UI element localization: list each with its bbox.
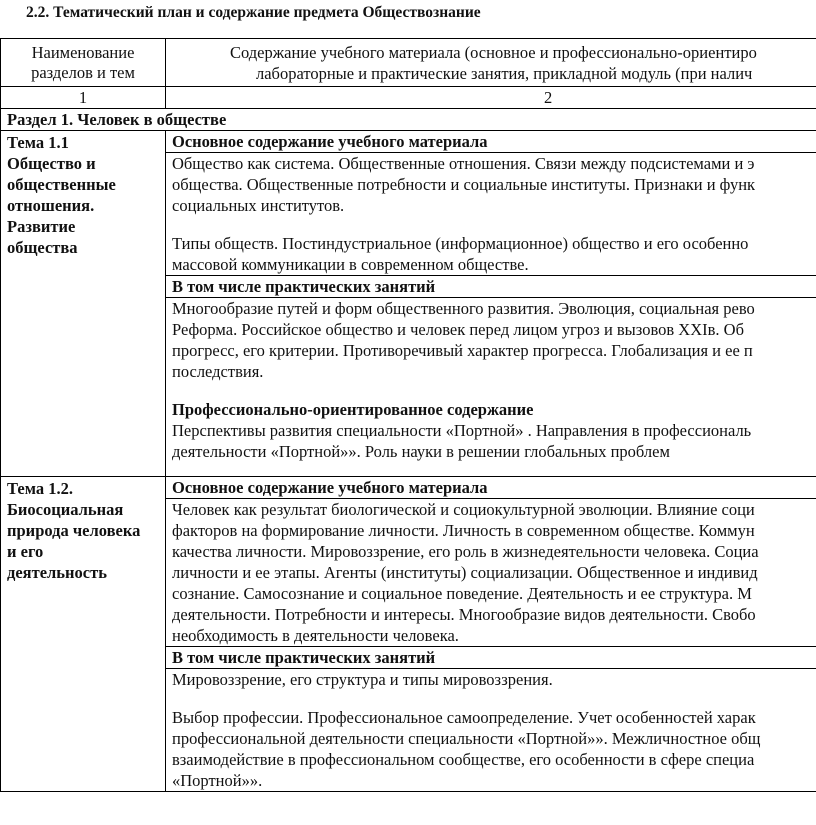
practice-content (166, 669, 816, 792)
header-col2-line: лабораторные и практические занятия, прикладной модуль (при налич (256, 64, 753, 83)
topic-name-line: Развитие (7, 217, 76, 236)
content-line: последствия. (172, 362, 264, 381)
topic-name-line: Тема 1.1 (7, 133, 69, 152)
main-content-label: Основное содержание учебного материала (166, 477, 816, 499)
content-line: Многообразие путей и форм общественного развития. Эволюция, социальная рево (172, 299, 755, 318)
content-line: Выбор профессии. Профессиональное самоопределение. Учет особенностей харак (172, 708, 756, 727)
main-content (166, 499, 816, 647)
column-number: 2 (166, 87, 816, 109)
page-title: 2.2. Тематический план и содержание предмета Обществознание (26, 4, 481, 21)
thematic-plan-table (0, 38, 816, 825)
content-line: прогресс, его критерии. Противоречивый характер прогресса. Глобализация и ее п (172, 341, 753, 360)
main-content-label: Основное содержание учебного материала (166, 131, 816, 153)
column-number-row (1, 87, 816, 109)
content-line: Человек как результат биологической и социокультурной эволюции. Влияние соци (172, 500, 755, 519)
topic-row (1, 131, 816, 153)
topic-name-line: Общество и (7, 154, 96, 173)
content-line: Мировоззрение, его структура и типы мировоззрения. (172, 670, 553, 689)
content-line: социальных институтов. (172, 196, 345, 215)
content-line: сознание. Самосознание и социальное поведение. Деятельность и ее структура. М (172, 584, 752, 603)
topic-row (1, 477, 816, 499)
content-line: личности и ее этапы. Агенты (институты) социализации. Общественное и индивид (172, 563, 758, 582)
topic-name-line: Биосоциальная (7, 500, 124, 519)
topic-name (1, 477, 166, 792)
topic-name-line: общества (7, 238, 78, 257)
topic-name-line: природа человека (7, 521, 141, 540)
content-line: массовой коммуникации в современном обществе. (172, 255, 529, 274)
header-col2 (166, 39, 816, 87)
topic-name-line: общественные (7, 175, 116, 194)
topic-name-line: деятельность (7, 563, 107, 582)
topic-name-line: отношения. (7, 196, 95, 215)
main-content (166, 153, 816, 276)
section-title: Раздел 1. Человек в обществе (1, 109, 816, 131)
content-line: профессиональной деятельности специальности «Портной»». Межличностное общ (172, 729, 761, 748)
content-line: Общество как система. Общественные отношения. Связи между подсистемами и э (172, 154, 755, 173)
professional-content-label: Профессионально-ориентированное содержание (172, 400, 534, 419)
content-line: качества личности. Мировоззрение, его роль в жизнедеятельности человека. Социа (172, 542, 759, 561)
topic-name-line: и его (7, 542, 44, 561)
content-line: общества. Общественные потребности и социальные институты. Признаки и функ (172, 175, 756, 194)
topic-name (1, 131, 166, 477)
content-line: взаимодействие в профессиональном сообществе, его особенности в сфере специа (172, 750, 755, 769)
practice-label: В том числе практических занятий (166, 276, 816, 298)
practice-label: В том числе практических занятий (166, 647, 816, 669)
column-number: 1 (1, 87, 166, 109)
practice-content (166, 298, 816, 477)
content-line: деятельности. Потребности и интересы. Многообразие видов деятельности. Свобо (172, 605, 756, 624)
content-line: необходимость в деятельности человека. (172, 626, 459, 645)
header-row (1, 39, 816, 87)
header-col1: Наименование разделов и тем (1, 39, 166, 87)
content-line: Перспективы развития специальности «Портной» . Направления в профессиональ (172, 421, 752, 440)
section-row (1, 109, 816, 131)
content-line: Реформа. Российское общество и человек перед лицом угроз и вызовов XXIв. Об (172, 320, 744, 339)
content-line: Типы обществ. Постиндустриальное (информационное) общество и его особенно (172, 234, 749, 253)
content-line: факторов на формирование личности. Личность в современном обществе. Коммун (172, 521, 755, 540)
header-col2-line: Содержание учебного материала (основное и профессионально-ориентиро (230, 43, 757, 62)
content-line: деятельности «Портной»». Роль науки в решении глобальных проблем (172, 442, 670, 461)
topic-name-line: Тема 1.2. (7, 479, 73, 498)
content-line: «Портной»». (172, 771, 263, 790)
